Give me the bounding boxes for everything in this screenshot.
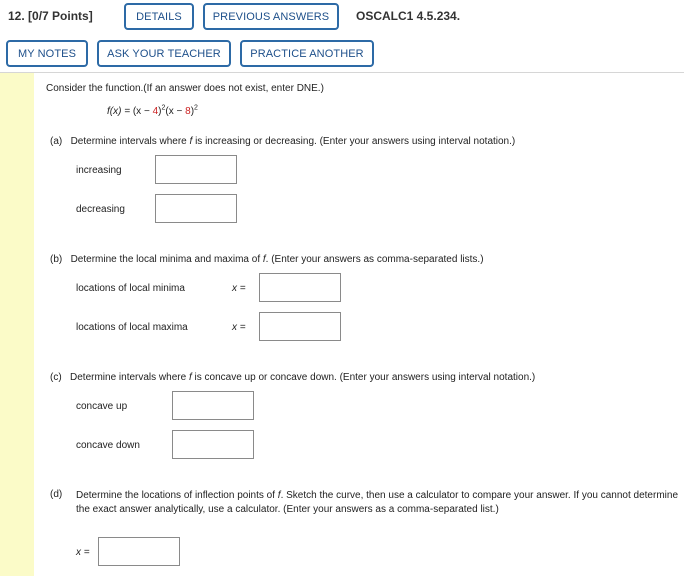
question-body bbox=[34, 73, 684, 576]
question-code: OSCALC1 4.5.234. bbox=[356, 9, 461, 23]
previous-answers-button[interactable]: PREVIOUS ANSWERS bbox=[203, 3, 339, 30]
concave-down-input[interactable] bbox=[172, 430, 254, 459]
increasing-label: increasing bbox=[76, 165, 122, 176]
inflection-x-equals: x = bbox=[76, 547, 90, 558]
local-minima-label: locations of local minima bbox=[76, 283, 185, 294]
question-header bbox=[0, 0, 684, 34]
ask-teacher-button[interactable]: ASK YOUR TEACHER bbox=[97, 40, 231, 67]
part-a-prompt: (a) Determine intervals where f is increasing or decreasing. (Enter your answers using interval notation.) bbox=[50, 136, 516, 147]
concave-up-label: concave up bbox=[76, 401, 128, 412]
left-rail bbox=[0, 73, 34, 576]
practice-another-button[interactable]: PRACTICE ANOTHER bbox=[240, 40, 374, 67]
my-notes-button[interactable]: MY NOTES bbox=[6, 40, 88, 67]
question-number-points bbox=[8, 9, 93, 23]
local-minima-input[interactable] bbox=[259, 273, 341, 302]
question-number: 12. bbox=[8, 9, 25, 23]
function-root-1: 4 bbox=[152, 106, 159, 117]
local-maxima-x-equals: x = bbox=[232, 322, 246, 333]
question-points: [0/7 Points] bbox=[28, 9, 93, 23]
function-root-2: 8 bbox=[185, 106, 191, 117]
decreasing-label: decreasing bbox=[76, 204, 125, 215]
local-maxima-input[interactable] bbox=[259, 312, 341, 341]
inflection-points-input[interactable] bbox=[98, 537, 180, 566]
part-c-prompt: (c) Determine intervals where f is concave up or concave down. (Enter your answers using interval notation.) bbox=[50, 372, 536, 383]
local-maxima-label: locations of local maxima bbox=[76, 322, 188, 333]
concave-up-input[interactable] bbox=[172, 391, 254, 420]
details-button[interactable]: DETAILS bbox=[124, 3, 194, 30]
increasing-input[interactable] bbox=[155, 155, 237, 184]
decreasing-input[interactable] bbox=[155, 194, 237, 223]
part-b-prompt: (b) Determine the local minima and maxima of f. (Enter your answers as comma-separated lists.) bbox=[50, 254, 484, 265]
concave-down-label: concave down bbox=[76, 440, 140, 451]
part-d-prompt: Determine the locations of inflection points of f. Sketch the curve, then use a calculator to compare your answer. If you cannot determine the exact answer analytically, use a calculator. (Enter your answers as a comma-separated list.) bbox=[76, 490, 678, 515]
problem-intro: Consider the function.(If an answer does not exist, enter DNE.) bbox=[46, 83, 324, 94]
part-d-letter: (d) bbox=[50, 489, 63, 500]
local-minima-x-equals: x = bbox=[232, 283, 246, 294]
function-definition: $f(x) = (x - 4)^2(x - 8)^2$ bbox=[107, 104, 198, 117]
